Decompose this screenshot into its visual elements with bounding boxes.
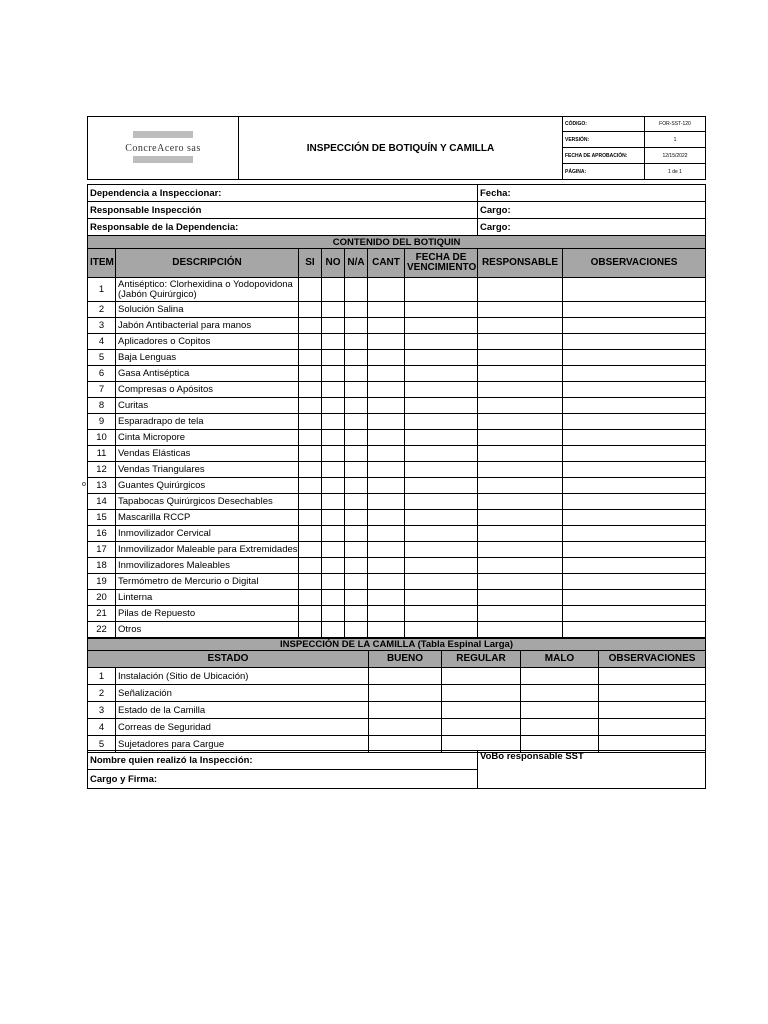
no-cell[interactable]: [322, 590, 345, 606]
responsable-cell[interactable]: [478, 350, 563, 366]
vencimiento-cell[interactable]: [405, 398, 478, 414]
item-number: 4: [88, 334, 116, 350]
na-cell[interactable]: [345, 590, 368, 606]
responsable-cell[interactable]: [478, 446, 563, 462]
cant-cell[interactable]: [368, 430, 405, 446]
na-cell[interactable]: [345, 430, 368, 446]
responsable-cell[interactable]: [478, 318, 563, 334]
si-cell[interactable]: [299, 318, 322, 334]
na-cell[interactable]: [345, 478, 368, 494]
meta-label: VERSIÓN:: [563, 132, 645, 148]
no-cell[interactable]: [322, 478, 345, 494]
item-description: Esparadrapo de tela: [116, 414, 299, 430]
table-row: [88, 302, 706, 318]
cant-cell[interactable]: [368, 302, 405, 318]
column-header: NO: [322, 249, 345, 278]
vencimiento-cell[interactable]: [405, 334, 478, 350]
item-number: 4: [88, 719, 116, 736]
malo-cell[interactable]: [521, 685, 599, 702]
item-description: Correas de Seguridad: [116, 719, 369, 736]
observaciones-cell[interactable]: [563, 430, 706, 446]
cant-cell[interactable]: [368, 382, 405, 398]
table-row: [88, 574, 706, 590]
responsable-inspeccion-field[interactable]: Responsable Inspección: [88, 202, 478, 219]
observaciones-cell[interactable]: [599, 668, 706, 685]
no-cell[interactable]: [322, 558, 345, 574]
si-cell[interactable]: [299, 302, 322, 318]
observaciones-cell[interactable]: [563, 462, 706, 478]
si-cell[interactable]: [299, 366, 322, 382]
botiquin-section-title: CONTENIDO DEL BOTIQUIN: [88, 236, 706, 249]
vobo-field[interactable]: VoBo responsable SST: [478, 751, 706, 789]
cant-cell[interactable]: [368, 350, 405, 366]
item-description: Mascarilla RCCP: [116, 510, 299, 526]
item-description: Señalización: [116, 685, 369, 702]
observaciones-cell[interactable]: [563, 334, 706, 350]
table-row: [88, 318, 706, 334]
no-cell[interactable]: [322, 542, 345, 558]
company-logo: [88, 117, 239, 180]
column-header: MALO: [521, 651, 599, 668]
responsable-cell[interactable]: [478, 278, 563, 302]
observaciones-cell[interactable]: [563, 494, 706, 510]
responsable-cell[interactable]: [478, 526, 563, 542]
observaciones-cell[interactable]: [563, 398, 706, 414]
responsable-cell[interactable]: [478, 430, 563, 446]
item-number: 19: [88, 574, 116, 590]
camilla-section-title: INSPECCIÓN DE LA CAMILLA (Tabla Espinal Larga): [88, 639, 706, 651]
regular-cell[interactable]: [442, 719, 521, 736]
item-description: Baja Lenguas: [116, 350, 299, 366]
si-cell[interactable]: [299, 574, 322, 590]
responsable-cell[interactable]: [478, 414, 563, 430]
item-number: 20: [88, 590, 116, 606]
column-header: ITEM: [88, 249, 116, 278]
fecha-field[interactable]: Fecha:: [478, 185, 706, 202]
no-cell[interactable]: [322, 462, 345, 478]
regular-cell[interactable]: [442, 668, 521, 685]
item-description: Inmovilizador Maleable para Extremidades: [116, 542, 299, 558]
na-cell[interactable]: [345, 574, 368, 590]
table-row: [88, 702, 706, 719]
bueno-cell[interactable]: [369, 685, 442, 702]
item-number: 8: [88, 398, 116, 414]
bueno-cell[interactable]: [369, 719, 442, 736]
table-row: [88, 542, 706, 558]
vencimiento-cell[interactable]: [405, 462, 478, 478]
vencimiento-cell[interactable]: [405, 574, 478, 590]
no-cell[interactable]: [322, 302, 345, 318]
observaciones-cell[interactable]: [563, 350, 706, 366]
item-number: 13: [88, 478, 116, 494]
responsable-cell[interactable]: [478, 622, 563, 638]
logo-bar-bottom: [133, 156, 193, 163]
meta-label: PÁGINA:: [563, 164, 645, 180]
si-cell[interactable]: [299, 398, 322, 414]
item-number: 3: [88, 318, 116, 334]
meta-value: 1 de 1: [645, 164, 706, 180]
item-number: 6: [88, 366, 116, 382]
observaciones-cell[interactable]: [563, 574, 706, 590]
na-cell[interactable]: [345, 526, 368, 542]
table-row: [88, 494, 706, 510]
column-header: SI: [299, 249, 322, 278]
item-description: Inmovilizadores Maleables: [116, 558, 299, 574]
table-row: [88, 382, 706, 398]
regular-cell[interactable]: [442, 685, 521, 702]
column-header: RESPONSABLE: [478, 249, 563, 278]
bueno-cell[interactable]: [369, 702, 442, 719]
no-cell[interactable]: [322, 334, 345, 350]
na-cell[interactable]: [345, 494, 368, 510]
na-cell[interactable]: [345, 558, 368, 574]
observaciones-cell[interactable]: [563, 606, 706, 622]
item-description: Cinta Micropore: [116, 430, 299, 446]
logo-bar-top: [133, 131, 193, 138]
observaciones-cell[interactable]: [563, 622, 706, 638]
si-cell[interactable]: [299, 494, 322, 510]
responsable-cell[interactable]: [478, 590, 563, 606]
responsable-cell[interactable]: [478, 302, 563, 318]
item-description: Compresas o Apósitos: [116, 382, 299, 398]
si-cell[interactable]: [299, 542, 322, 558]
cant-cell[interactable]: [368, 494, 405, 510]
item-description: Linterna: [116, 590, 299, 606]
item-description: Pilas de Repuesto: [116, 606, 299, 622]
no-cell[interactable]: [322, 446, 345, 462]
company-name: ConcreAcero sas: [125, 142, 201, 154]
item-description: Vendas Elásticas: [116, 446, 299, 462]
vencimiento-cell[interactable]: [405, 590, 478, 606]
si-cell[interactable]: [299, 430, 322, 446]
item-number: 5: [88, 736, 116, 753]
item-description: Jabón Antibacterial para manos: [116, 318, 299, 334]
table-row: [88, 606, 706, 622]
column-header: OBSERVACIONES: [563, 249, 706, 278]
malo-cell[interactable]: [521, 702, 599, 719]
table-row: [88, 526, 706, 542]
si-cell[interactable]: [299, 382, 322, 398]
cant-cell[interactable]: [368, 366, 405, 382]
item-number: 14: [88, 494, 116, 510]
vencimiento-cell[interactable]: [405, 446, 478, 462]
observaciones-cell[interactable]: [563, 478, 706, 494]
table-row: [88, 478, 706, 494]
no-cell[interactable]: [322, 278, 345, 302]
observaciones-cell[interactable]: [563, 510, 706, 526]
si-cell[interactable]: [299, 462, 322, 478]
na-cell[interactable]: [345, 414, 368, 430]
observaciones-cell[interactable]: [563, 558, 706, 574]
observaciones-cell[interactable]: [599, 719, 706, 736]
item-description: Solución Salina: [116, 302, 299, 318]
vencimiento-cell[interactable]: [405, 414, 478, 430]
si-cell[interactable]: [299, 478, 322, 494]
na-cell[interactable]: [345, 398, 368, 414]
column-header: ESTADO: [88, 651, 369, 668]
no-cell[interactable]: [322, 574, 345, 590]
si-cell[interactable]: [299, 558, 322, 574]
item-number: 21: [88, 606, 116, 622]
item-description: Otros: [116, 622, 299, 638]
no-cell[interactable]: [322, 350, 345, 366]
vencimiento-cell[interactable]: [405, 318, 478, 334]
na-cell[interactable]: [345, 382, 368, 398]
malo-cell[interactable]: [521, 668, 599, 685]
item-description: Tapabocas Quirúrgicos Desechables: [116, 494, 299, 510]
table-row: [88, 430, 706, 446]
na-cell[interactable]: [345, 606, 368, 622]
margin-mark: o: [82, 481, 86, 488]
observaciones-cell[interactable]: [563, 278, 706, 302]
na-cell[interactable]: [345, 278, 368, 302]
si-cell[interactable]: [299, 590, 322, 606]
item-description: Inmovilizador Cervical: [116, 526, 299, 542]
table-row: [88, 719, 706, 736]
cant-cell[interactable]: [368, 542, 405, 558]
si-cell[interactable]: [299, 606, 322, 622]
table-row: [88, 462, 706, 478]
responsable-cell[interactable]: [478, 606, 563, 622]
vencimiento-cell[interactable]: [405, 622, 478, 638]
column-header: FECHA DE VENCIMIENTO: [405, 249, 478, 278]
observaciones-cell[interactable]: [563, 526, 706, 542]
item-description: Guantes Quirúrgicos: [116, 478, 299, 494]
cant-cell[interactable]: [368, 414, 405, 430]
responsable-cell[interactable]: [478, 462, 563, 478]
column-header: BUENO: [369, 651, 442, 668]
si-cell[interactable]: [299, 414, 322, 430]
responsable-cell[interactable]: [478, 558, 563, 574]
item-number: 10: [88, 430, 116, 446]
table-row: [88, 350, 706, 366]
vencimiento-cell[interactable]: [405, 366, 478, 382]
item-number: 2: [88, 685, 116, 702]
no-cell[interactable]: [322, 382, 345, 398]
signature-table: [87, 750, 706, 789]
si-cell[interactable]: [299, 350, 322, 366]
responsable-cell[interactable]: [478, 334, 563, 350]
cant-cell[interactable]: [368, 398, 405, 414]
observaciones-cell[interactable]: [599, 702, 706, 719]
cant-cell[interactable]: [368, 446, 405, 462]
responsable-cell[interactable]: [478, 574, 563, 590]
no-cell[interactable]: [322, 366, 345, 382]
responsable-cell[interactable]: [478, 382, 563, 398]
item-number: 16: [88, 526, 116, 542]
no-cell[interactable]: [322, 398, 345, 414]
table-row: [88, 510, 706, 526]
no-cell[interactable]: [322, 510, 345, 526]
item-description: Gasa Antiséptica: [116, 366, 299, 382]
item-description: Antiséptico: Clorhexidina o Yodopovidona (Jabón Quirúrgico): [116, 278, 299, 302]
table-row: [88, 622, 706, 638]
vencimiento-cell[interactable]: [405, 542, 478, 558]
responsable-dependencia-field[interactable]: Responsable de la Dependencia:: [88, 219, 478, 236]
si-cell[interactable]: [299, 510, 322, 526]
observaciones-cell[interactable]: [563, 366, 706, 382]
no-cell[interactable]: [322, 526, 345, 542]
column-header: DESCRIPCIÓN: [116, 249, 299, 278]
na-cell[interactable]: [345, 366, 368, 382]
vencimiento-cell[interactable]: [405, 478, 478, 494]
vencimiento-cell[interactable]: [405, 526, 478, 542]
cant-cell[interactable]: [368, 278, 405, 302]
item-number: 5: [88, 350, 116, 366]
dependencia-field[interactable]: Dependencia a Inspeccionar:: [88, 185, 478, 202]
na-cell[interactable]: [345, 302, 368, 318]
item-number: 2: [88, 302, 116, 318]
item-description: Instalación (Sitio de Ubicación): [116, 668, 369, 685]
table-row: [88, 590, 706, 606]
document-title: INSPECCIÓN DE BOTIQUÍN Y CAMILLA: [239, 117, 563, 180]
meta-value: 12/15/2022: [645, 148, 706, 164]
cant-cell[interactable]: [368, 558, 405, 574]
vencimiento-cell[interactable]: [405, 494, 478, 510]
item-number: 18: [88, 558, 116, 574]
table-row: [88, 685, 706, 702]
cant-cell[interactable]: [368, 462, 405, 478]
item-number: 1: [88, 278, 116, 302]
observaciones-cell[interactable]: [563, 542, 706, 558]
cant-cell[interactable]: [368, 334, 405, 350]
column-header: REGULAR: [442, 651, 521, 668]
regular-cell[interactable]: [442, 702, 521, 719]
responsable-cell[interactable]: [478, 542, 563, 558]
table-row: [88, 366, 706, 382]
observaciones-cell[interactable]: [599, 685, 706, 702]
item-number: 22: [88, 622, 116, 638]
responsable-cell[interactable]: [478, 478, 563, 494]
meta-value: 1: [645, 132, 706, 148]
na-cell[interactable]: [345, 334, 368, 350]
botiquin-table: [87, 235, 706, 638]
column-header: CANT: [368, 249, 405, 278]
observaciones-cell[interactable]: [563, 318, 706, 334]
cant-cell[interactable]: [368, 606, 405, 622]
item-number: 1: [88, 668, 116, 685]
item-description: Aplicadores o Copitos: [116, 334, 299, 350]
cant-cell[interactable]: [368, 318, 405, 334]
na-cell[interactable]: [345, 446, 368, 462]
cargo-field[interactable]: Cargo:: [478, 202, 706, 219]
item-number: 17: [88, 542, 116, 558]
observaciones-cell[interactable]: [563, 446, 706, 462]
cant-cell[interactable]: [368, 510, 405, 526]
na-cell[interactable]: [345, 510, 368, 526]
responsable-cell[interactable]: [478, 398, 563, 414]
cargo-field[interactable]: Cargo:: [478, 219, 706, 236]
item-number: 7: [88, 382, 116, 398]
cant-cell[interactable]: [368, 478, 405, 494]
item-number: 15: [88, 510, 116, 526]
item-number: 3: [88, 702, 116, 719]
cant-cell[interactable]: [368, 574, 405, 590]
vencimiento-cell[interactable]: [405, 430, 478, 446]
column-header: OBSERVACIONES: [599, 651, 706, 668]
cargo-firma-field[interactable]: Cargo y Firma:: [88, 770, 478, 789]
item-description: Vendas Triangulares: [116, 462, 299, 478]
meta-label: FECHA DE APROBACIÓN:: [563, 148, 645, 164]
item-number: 12: [88, 462, 116, 478]
no-cell[interactable]: [322, 430, 345, 446]
no-cell[interactable]: [322, 606, 345, 622]
table-row: [88, 334, 706, 350]
item-description: Curitas: [116, 398, 299, 414]
vencimiento-cell[interactable]: [405, 278, 478, 302]
vencimiento-cell[interactable]: [405, 302, 478, 318]
vencimiento-cell[interactable]: [405, 558, 478, 574]
na-cell[interactable]: [345, 350, 368, 366]
meta-label: CÓDIGO:: [563, 117, 645, 132]
na-cell[interactable]: [345, 622, 368, 638]
vencimiento-cell[interactable]: [405, 382, 478, 398]
si-cell[interactable]: [299, 278, 322, 302]
meta-value: FOR-SST-120: [645, 117, 706, 132]
column-header: N/A: [345, 249, 368, 278]
cant-cell[interactable]: [368, 526, 405, 542]
info-table: [87, 184, 706, 236]
responsable-cell[interactable]: [478, 366, 563, 382]
no-cell[interactable]: [322, 318, 345, 334]
table-row: [88, 398, 706, 414]
si-cell[interactable]: [299, 622, 322, 638]
cant-cell[interactable]: [368, 590, 405, 606]
item-description: Termómetro de Mercurio o Digital: [116, 574, 299, 590]
item-description: Sujetadores para Cargue: [116, 736, 369, 753]
na-cell[interactable]: [345, 542, 368, 558]
nombre-inspector-field[interactable]: Nombre quien realizó la Inspección:: [88, 751, 478, 770]
no-cell[interactable]: [322, 622, 345, 638]
table-row: [88, 668, 706, 685]
observaciones-cell[interactable]: [563, 590, 706, 606]
vencimiento-cell[interactable]: [405, 510, 478, 526]
si-cell[interactable]: [299, 526, 322, 542]
na-cell[interactable]: [345, 318, 368, 334]
item-number: 11: [88, 446, 116, 462]
no-cell[interactable]: [322, 414, 345, 430]
table-row: [88, 278, 706, 302]
responsable-cell[interactable]: [478, 494, 563, 510]
si-cell[interactable]: [299, 334, 322, 350]
vencimiento-cell[interactable]: [405, 350, 478, 366]
malo-cell[interactable]: [521, 719, 599, 736]
observaciones-cell[interactable]: [563, 302, 706, 318]
cant-cell[interactable]: [368, 622, 405, 638]
camilla-table: [87, 638, 706, 753]
responsable-cell[interactable]: [478, 510, 563, 526]
document-header: [87, 116, 706, 180]
si-cell[interactable]: [299, 446, 322, 462]
observaciones-cell[interactable]: [563, 382, 706, 398]
no-cell[interactable]: [322, 494, 345, 510]
observaciones-cell[interactable]: [563, 414, 706, 430]
table-row: [88, 446, 706, 462]
item-number: 9: [88, 414, 116, 430]
bueno-cell[interactable]: [369, 668, 442, 685]
table-row: [88, 414, 706, 430]
table-row: [88, 558, 706, 574]
item-description: Estado de la Camilla: [116, 702, 369, 719]
vencimiento-cell[interactable]: [405, 606, 478, 622]
na-cell[interactable]: [345, 462, 368, 478]
